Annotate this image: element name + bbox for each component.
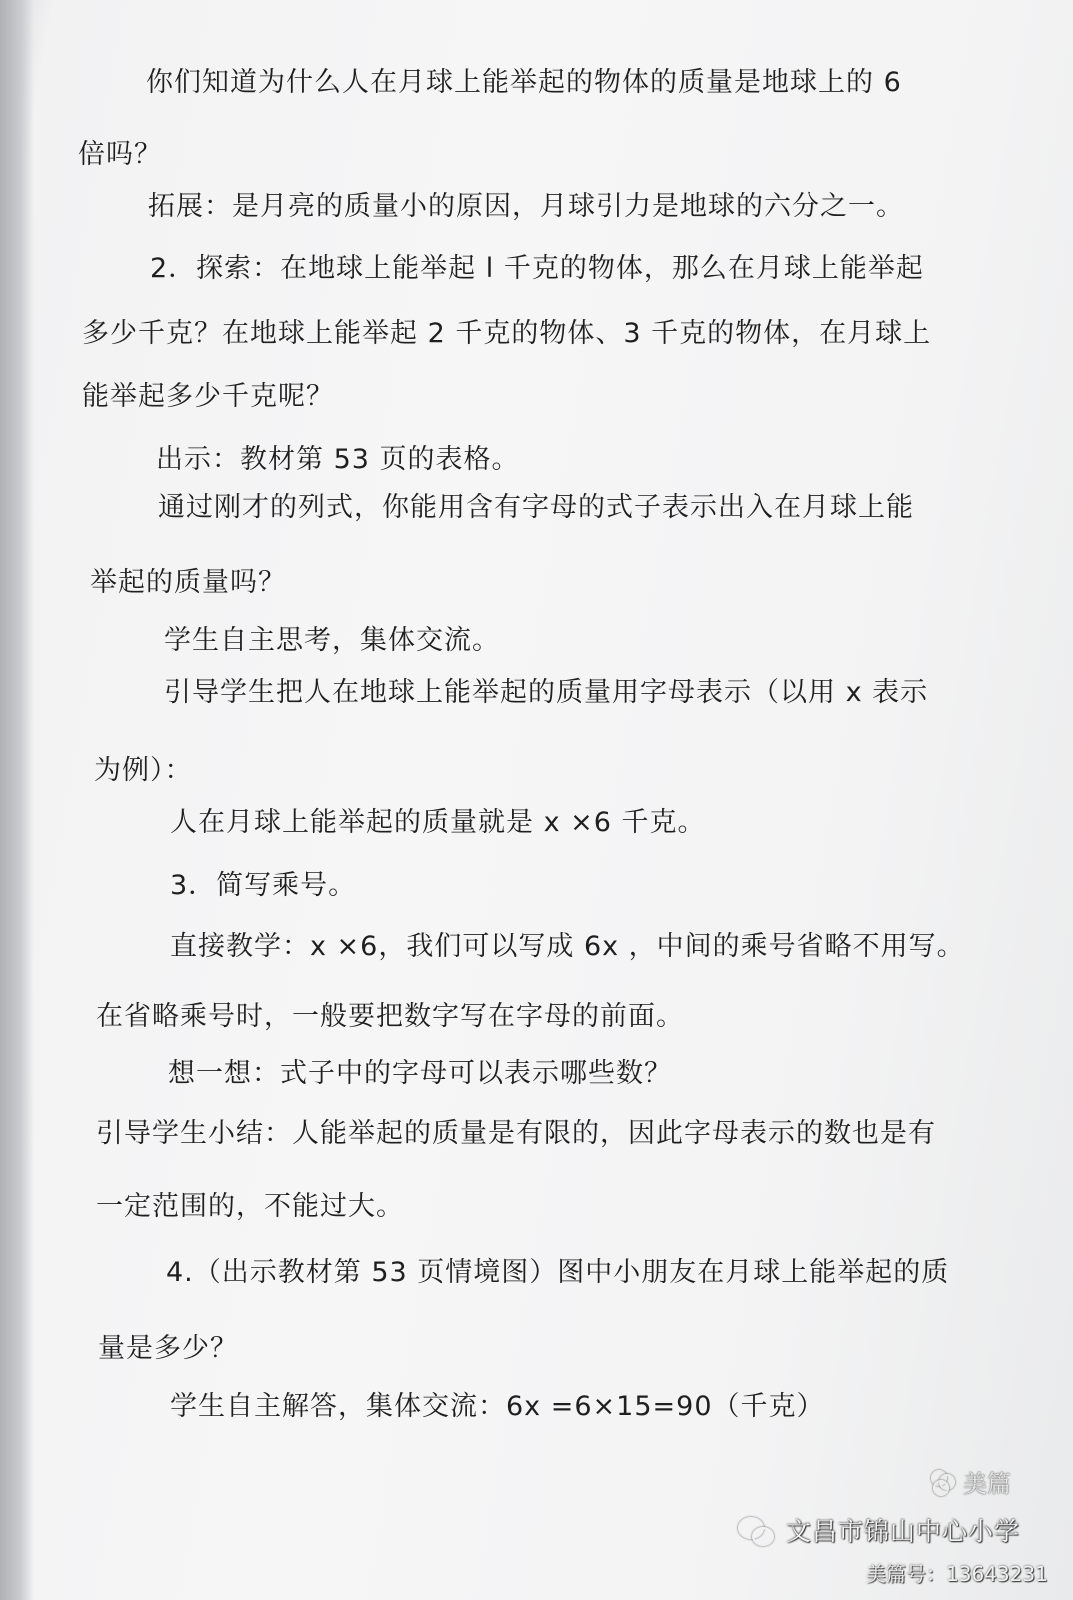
- doc-line: 人在月球上能举起的质量就是 x ×6 千克。: [170, 807, 706, 838]
- wechat-icon: [738, 1515, 774, 1545]
- doc-line: 4.（出示教材第 53 页情境图）图中小朋友在月球上能举起的质: [166, 1257, 950, 1288]
- account-watermark: [738, 1512, 1020, 1548]
- doc-line: 出示：教材第 53 页的表格。: [156, 444, 520, 475]
- doc-line: 能举起多少千克呢？: [82, 381, 334, 412]
- page-shadow-edge: [0, 0, 34, 1600]
- doc-line: 拓展：是月亮的质量小的原因，月球引力是地球的六分之一。: [148, 191, 904, 222]
- doc-line: 举起的质量吗？: [90, 567, 286, 598]
- meipian-watermark: [931, 1464, 1011, 1499]
- doc-line: 2．探索：在地球上能举起 l 千克的物体，那么在月球上能举起: [150, 253, 924, 284]
- doc-line: 通过刚才的列式，你能用含有字母的式子表示出入在月球上能: [158, 492, 914, 523]
- doc-line: 倍吗？: [78, 139, 162, 170]
- doc-line: 为例）：: [94, 755, 193, 786]
- doc-line: 学生自主解答，集体交流：6x =6×15=90（千克）: [170, 1391, 825, 1422]
- doc-line: 3．简写乘号。: [170, 870, 357, 901]
- doc-line: 学生自主思考，集体交流。: [164, 625, 500, 656]
- doc-line: 一定范围的，不能过大。: [96, 1191, 404, 1222]
- doc-line: 想一想：式子中的字母可以表示哪些数？: [168, 1058, 672, 1089]
- doc-line: 多少千克？在地球上能举起 2 千克的物体、3 千克的物体，在月球上: [82, 318, 932, 349]
- watermark-logo-text: 美篇: [963, 1470, 1011, 1498]
- doc-line: 你们知道为什么人在月球上能举起的物体的质量是地球上的 6: [146, 67, 902, 98]
- account-id: 美篇号：13643231: [866, 1562, 1048, 1586]
- account-name: 文昌市锦山中心小学: [786, 1517, 1021, 1546]
- doc-line: 量是多少？: [98, 1333, 238, 1364]
- doc-line: 在省略乘号时，一般要把数字写在字母的前面。: [96, 1001, 684, 1032]
- meipian-logo-icon: [931, 1470, 955, 1494]
- doc-line: 引导学生把人在地球上能举起的质量用字母表示（以用 x 表示: [164, 677, 929, 708]
- doc-line: 引导学生小结：人能举起的质量是有限的，因此字母表示的数也是有: [96, 1118, 936, 1149]
- doc-line: 直接教学：x ×6，我们可以写成 6x ，中间的乘号省略不用写。: [170, 931, 965, 962]
